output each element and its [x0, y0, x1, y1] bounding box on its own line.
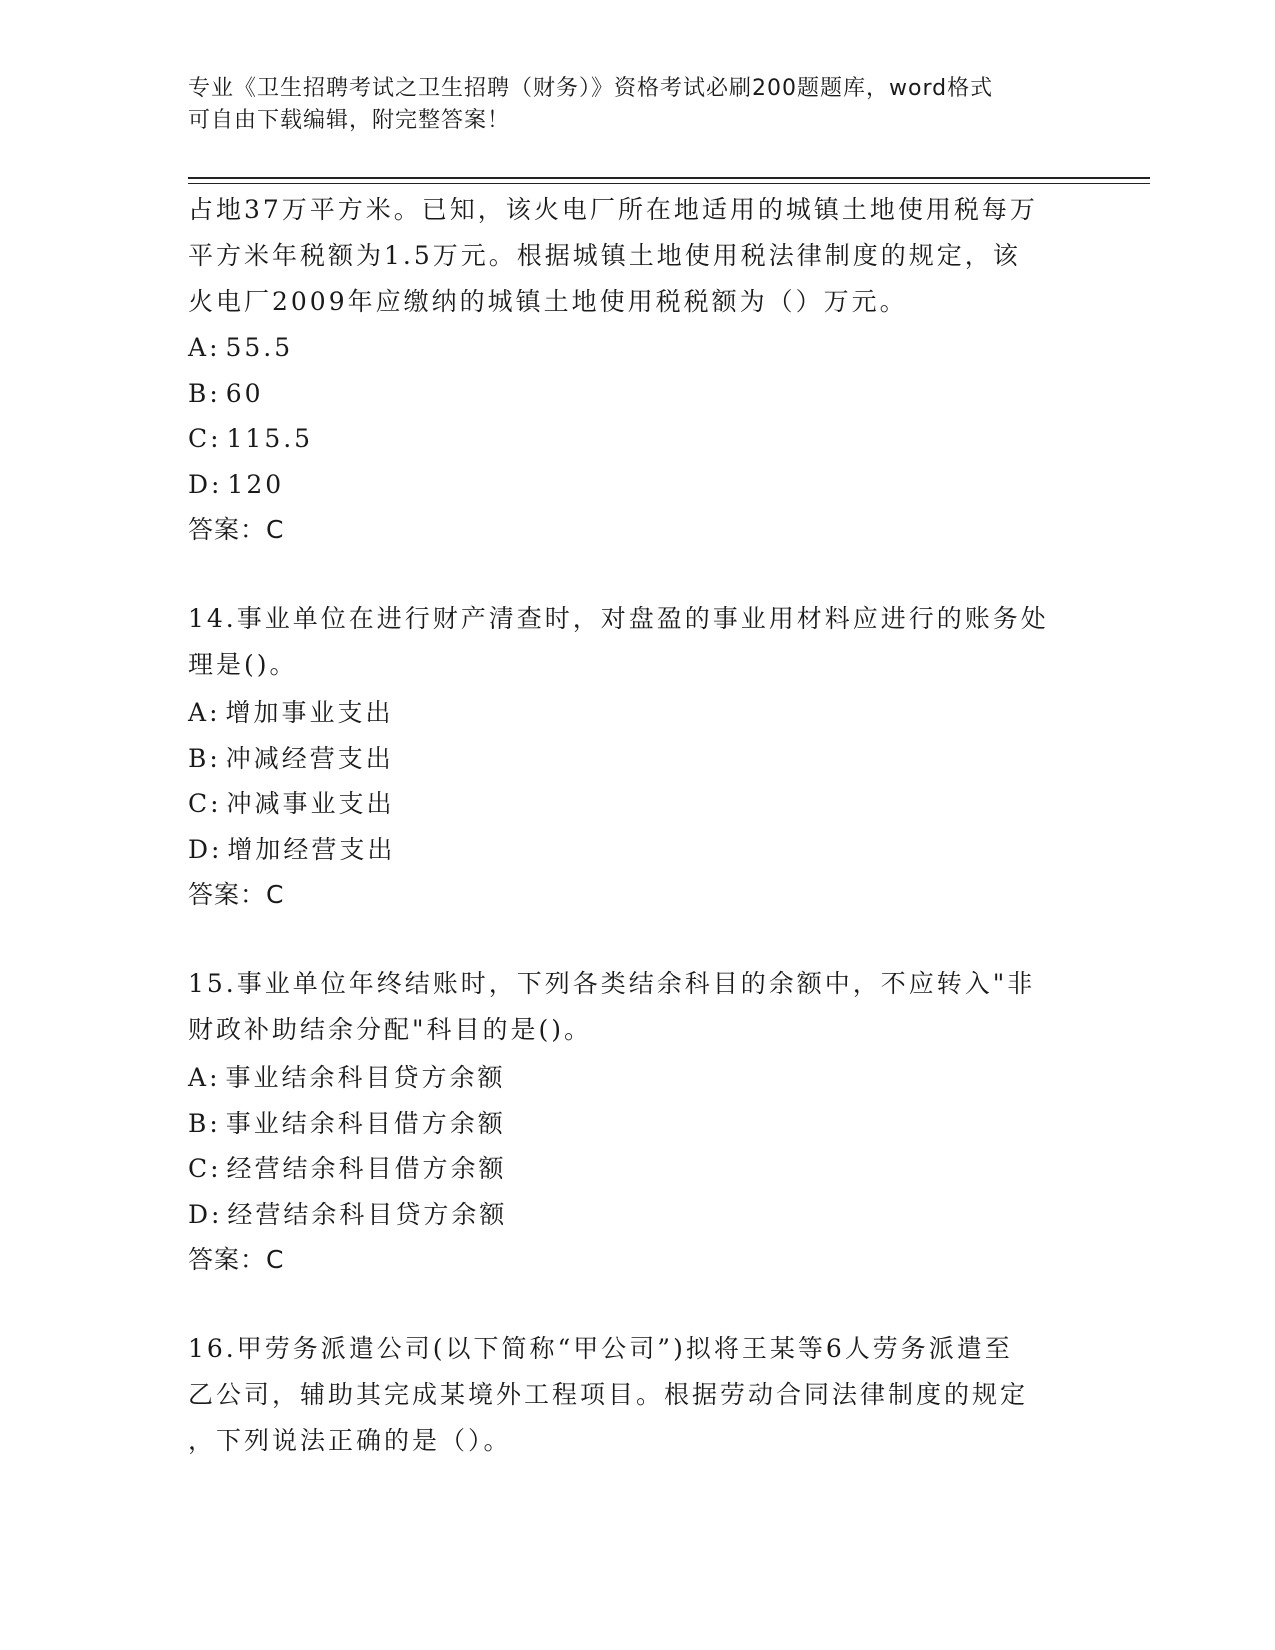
question-text: [188, 961, 1088, 1053]
question-line: ，下列说法正确的是（）。: [188, 1426, 512, 1455]
header-line-2: 可自由下载编辑，附完整答案！: [188, 108, 511, 133]
option-d: D: 增加经营支出: [188, 834, 396, 864]
question-text: [188, 187, 1088, 325]
option-list: [188, 690, 1088, 872]
option-c: C: 冲减事业支出: [188, 789, 395, 818]
document-body: [188, 187, 1088, 1466]
option-a: A: 55.5: [188, 333, 294, 362]
question-line: 理是()。: [188, 650, 298, 679]
question-line: 14.事业单位在进行财产清查时，对盘盈的事业用材料应进行的账务处: [188, 604, 1049, 633]
question-text: [188, 1326, 1088, 1464]
option-b: B: 60: [188, 378, 264, 408]
question-line: 火电厂2009年应缴纳的城镇土地使用税税额为（）万元。: [188, 287, 908, 316]
question-line: 平方米年税额为1.5万元。根据城镇土地使用税法律制度的规定，该: [188, 241, 1021, 270]
answer-label: 答案：C: [188, 1245, 285, 1274]
header-divider-thin: [188, 183, 1150, 184]
header-divider-thick: [188, 177, 1150, 179]
question-line: 乙公司，辅助其完成某境外工程项目。根据劳动合同法律制度的规定: [188, 1380, 1029, 1409]
header-line-1: 专业《卫生招聘考试之卫生招聘（财务）》资格考试必刷200题题库，word格式: [188, 76, 994, 101]
question-15: [188, 961, 1088, 1282]
option-list: [188, 1055, 1088, 1237]
option-d: D: 经营结余科目贷方余额: [188, 1199, 508, 1229]
option-c: C: 经营结余科目借方余额: [188, 1154, 507, 1183]
question-line: 16.甲劳务派遣公司(以下简称“甲公司”)拟将王某等6人劳务派遣至: [188, 1334, 1013, 1363]
option-c: C: 115.5: [188, 424, 314, 453]
question-text: [188, 596, 1088, 688]
option-b: B: 事业结余科目借方余额: [188, 1108, 506, 1138]
option-a: A: 事业结余科目贷方余额: [188, 1063, 506, 1092]
question-13-continuation: [188, 187, 1088, 552]
question-line: 15.事业单位年终结账时，下列各类结余科目的余额中，不应转入"非: [188, 969, 1036, 998]
answer-label: 答案：C: [188, 515, 285, 544]
question-line: 占地37万平方米。已知，该火电厂所在地适用的城镇土地使用税每万: [188, 195, 1038, 224]
document-header: [188, 73, 1068, 137]
option-list: [188, 325, 1088, 507]
option-d: D: 120: [188, 469, 285, 499]
question-14: [188, 596, 1088, 917]
option-a: A: 增加事业支出: [188, 698, 394, 727]
question-line: 财政补助结余分配"科目的是()。: [188, 1015, 593, 1044]
question-16: [188, 1326, 1088, 1464]
answer-label: 答案：C: [188, 880, 285, 909]
option-b: B: 冲减经营支出: [188, 743, 394, 773]
